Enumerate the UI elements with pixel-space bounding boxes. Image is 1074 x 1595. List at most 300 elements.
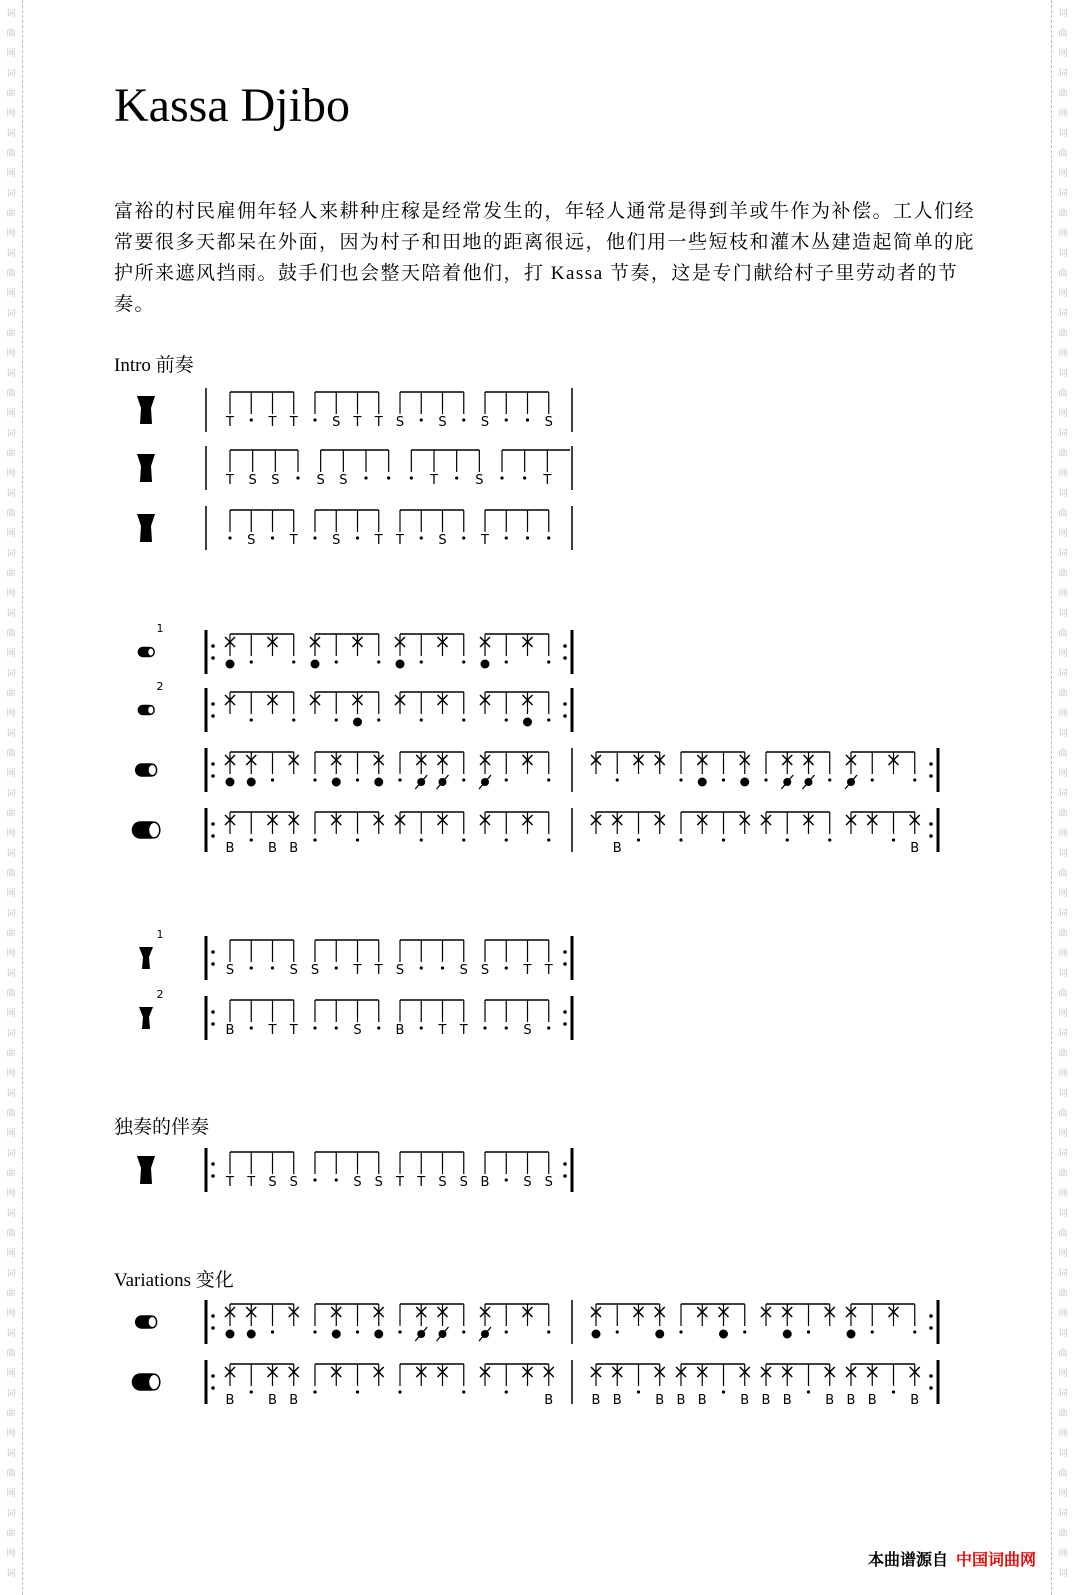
dundun-icon [138,705,155,715]
note-label: S [475,473,484,488]
open-stroke [523,718,532,727]
rest-dot [505,1330,508,1333]
rest-dot [296,476,299,479]
rest-dot [871,778,874,781]
djembe-icon [139,947,153,969]
note-label: S [438,533,447,548]
watermark-glyph: 网 [6,1368,16,1378]
rest-dot [913,1330,916,1333]
watermark-glyph: 词 [1058,1448,1068,1458]
repeat-dot [563,714,567,718]
rest-dot [250,418,253,421]
note-label: T [374,415,383,430]
note-label: S [523,1023,532,1038]
note-label: B [225,1393,235,1408]
note-label: T [430,473,438,488]
watermark-glyph: 网 [1058,288,1068,298]
djembe-icon [137,396,155,424]
watermark-glyph: 网 [6,468,16,478]
note-label: S [480,415,490,430]
watermark-glyph: 网 [6,1128,16,1138]
rest-dot [786,838,789,841]
watermark-glyph: 词 [6,1508,16,1518]
watermark-glyph: 词 [1058,1148,1068,1158]
note-label: T [226,415,234,430]
repeat-dot [563,1022,567,1026]
watermark-glyph: 网 [1058,1548,1068,1558]
watermark-glyph: 词 [6,128,16,138]
open-stroke [311,660,320,669]
watermark-glyph: 词 [1058,128,1068,138]
watermark-glyph: 曲 [6,28,16,38]
watermark-glyph: 网 [6,768,16,778]
repeat-dot [211,1386,215,1390]
section-intro-heading: Intro 前奏 [114,355,194,376]
rest-dot [505,536,508,539]
watermark-glyph: 网 [6,48,16,58]
repeat-dot [211,834,215,838]
note-label: T [247,1175,256,1190]
watermark-glyph: 词 [1058,608,1068,618]
watermark-glyph: 曲 [1058,1048,1068,1058]
rest-dot [313,536,316,539]
watermark-glyph: 曲 [6,328,16,338]
repeat-dot [563,1162,567,1166]
rest-dot [356,778,359,781]
watermark-glyph: 网 [1058,408,1068,418]
watermark-glyph: 词 [1058,1388,1068,1398]
rest-dot [377,718,380,721]
rest-dot [377,660,380,663]
watermark-glyph: 曲 [6,88,16,98]
rest-dot [616,778,619,781]
watermark-glyph: 网 [1058,1068,1068,1078]
rest-dot [335,1178,338,1181]
watermark-glyph: 网 [6,1308,16,1318]
watermark-glyph: 词 [6,488,16,498]
rest-dot [271,966,274,969]
rest-dot [462,418,465,421]
repeat-dot [211,774,215,778]
note-label: B [268,841,277,856]
watermark-glyph: 词 [6,428,16,438]
repeat-dot [929,822,933,826]
footer-site-link[interactable]: 中国词曲网 [955,1550,1036,1569]
note-label: T [459,1023,468,1038]
rest-dot [462,838,465,841]
watermark-glyph: 曲 [1058,508,1068,518]
djembe-icon [137,1156,155,1184]
note-label: S [271,473,280,488]
watermark-glyph: 词 [1058,548,1068,558]
watermark-glyph: 词 [6,248,16,258]
repeat-dot [211,1374,215,1378]
note-label: B [289,841,299,856]
watermark-glyph: 曲 [6,1468,16,1478]
note-label: T [417,1175,426,1190]
watermark-glyph: 曲 [1058,88,1068,98]
watermark-glyph: 词 [1058,908,1068,918]
rest-dot [722,838,725,841]
watermark-glyph: 网 [6,348,16,358]
rest-dot [356,1390,359,1393]
watermark-glyph: 词 [6,8,16,18]
watermark-glyph: 网 [1058,768,1068,778]
watermark-glyph: 网 [1058,228,1068,238]
rest-dot [420,660,423,663]
note-label: B [867,1393,877,1408]
open-stroke [247,1330,256,1339]
note-label: B [591,1393,601,1408]
repeat-dot [211,1010,215,1014]
watermark-glyph: 曲 [1058,448,1068,458]
open-stroke [353,718,362,727]
rest-dot [271,778,274,781]
watermark-glyph: 网 [1058,1308,1068,1318]
note-label: S [395,415,405,430]
note-label: B [612,1393,622,1408]
note-label: S [523,1175,532,1190]
watermark-glyph: 网 [6,168,16,178]
open-stroke [374,778,383,787]
watermark-glyph: 词 [6,368,16,378]
note-label: S [438,415,447,430]
mute-slash [415,775,427,789]
watermark-glyph: 网 [1058,1188,1068,1198]
watermark-glyph: 曲 [6,928,16,938]
watermark-glyph: 词 [6,1388,16,1398]
rest-dot [250,718,253,721]
watermark-glyph: 词 [1058,488,1068,498]
watermark-glyph: 网 [1058,1428,1068,1438]
watermark-glyph: 曲 [1058,1348,1068,1358]
note-label: B [740,1393,750,1408]
watermark-glyph: 曲 [1058,1468,1068,1478]
rest-dot [313,778,316,781]
note-label: B [225,1023,235,1038]
watermark-glyph: 网 [6,528,16,538]
repeat-dot [929,1326,933,1330]
watermark-glyph: 曲 [6,808,16,818]
instrument-number: 2 [156,988,164,1001]
open-stroke [740,778,749,787]
rest-dot [356,536,359,539]
watermark-glyph: 曲 [6,268,16,278]
rest-dot [356,1330,359,1333]
mute-slash [781,775,793,789]
note-label: B [612,841,622,856]
dundun-icon [135,763,157,777]
watermark-glyph: 网 [6,1068,16,1078]
rest-dot [313,418,316,421]
watermark-glyph: 曲 [6,988,16,998]
watermark-glyph: 曲 [6,1108,16,1118]
watermark-glyph: 词 [6,188,16,198]
repeat-dot [211,962,215,966]
watermark-glyph: 词 [1058,368,1068,378]
watermark-glyph: 网 [1058,1368,1068,1378]
watermark-glyph: 网 [6,288,16,298]
rest-dot [505,660,508,663]
note-label: B [910,1393,920,1408]
rest-dot [892,1390,895,1393]
rest-dot [505,418,508,421]
note-label: T [289,415,298,430]
footer-label: 本曲谱源自 [867,1550,948,1569]
repeat-dot [211,1022,215,1026]
watermark-glyph: 曲 [6,1048,16,1058]
watermark-glyph: 词 [1058,848,1068,858]
open-stroke [698,778,707,787]
note-label: S [289,1175,298,1190]
watermark-glyph: 网 [1058,528,1068,538]
watermark-glyph: 网 [6,1188,16,1198]
rest-dot [807,1390,810,1393]
rest-dot [271,536,274,539]
watermark-glyph: 网 [1058,888,1068,898]
note-label: T [226,473,234,488]
watermark-glyph: 网 [1058,588,1068,598]
djembe-icon [139,1007,153,1029]
note-label: B [782,1393,792,1408]
open-stroke [226,778,235,787]
instrument-number: 1 [156,622,164,635]
watermark-glyph: 词 [6,1268,16,1278]
rest-dot [547,1026,550,1029]
rest-dot [637,838,640,841]
note-label: T [226,1175,234,1190]
rest-dot [547,838,550,841]
watermark-glyph: 网 [1058,1488,1068,1498]
watermark-glyph: 网 [6,1488,16,1498]
repeat-dot [211,1162,215,1166]
rest-dot [483,1026,486,1029]
rest-dot [679,1330,682,1333]
rest-dot [292,660,295,663]
rest-dot [505,778,508,781]
note-label: S [289,963,298,978]
watermark-glyph: 网 [6,888,16,898]
note-label: S [353,1175,362,1190]
watermark-glyph: 词 [6,968,16,978]
rest-dot [523,476,526,479]
watermark-glyph: 曲 [1058,1108,1068,1118]
note-label: T [289,1023,298,1038]
watermark-glyph: 曲 [6,1168,16,1178]
repeat-dot [563,702,567,706]
repeat-dot [563,644,567,648]
rest-dot [313,838,316,841]
watermark-glyph: 词 [6,1028,16,1038]
rest-dot [420,418,423,421]
repeat-dot [211,1326,215,1330]
rest-dot [547,536,550,539]
rest-dot [722,778,725,781]
open-stroke [655,1330,664,1339]
watermark-glyph: 曲 [1058,208,1068,218]
open-stroke [226,660,235,669]
watermark-glyph: 网 [1058,468,1068,478]
note-label: B [761,1393,771,1408]
rest-dot [420,838,423,841]
watermark-glyph: 词 [1058,248,1068,258]
watermark-glyph: 曲 [1058,868,1068,878]
rest-dot [892,838,895,841]
rest-dot [828,838,831,841]
watermark-glyph: 词 [1058,428,1068,438]
instrument-number: 1 [156,928,164,941]
repeat-dot [211,644,215,648]
rest-dot [313,1390,316,1393]
rest-dot [462,778,465,781]
djembe-icon [137,454,155,482]
watermark-glyph: 曲 [1058,28,1068,38]
watermark-glyph: 词 [6,1208,16,1218]
watermark-glyph: 网 [6,648,16,658]
watermark-glyph: 曲 [1058,1528,1068,1538]
rest-dot [871,1330,874,1333]
dundun-icon [135,1315,157,1329]
repeat-dot [211,1174,215,1178]
note-label: B [697,1393,707,1408]
open-stroke [592,1330,601,1339]
watermark-glyph: 词 [1058,1328,1068,1338]
watermark-glyph: 曲 [6,568,16,578]
watermark-glyph: 网 [1058,108,1068,118]
note-label: B [268,1393,277,1408]
watermark-glyph: 曲 [1058,1408,1068,1418]
watermark-glyph: 曲 [1058,1228,1068,1238]
note-label: B [655,1393,665,1408]
rest-dot [292,718,295,721]
watermark-glyph: 曲 [6,388,16,398]
rest-dot [547,778,550,781]
watermark-glyph: 网 [1058,708,1068,718]
note-label: T [289,533,298,548]
watermark-glyph: 词 [1058,968,1068,978]
watermark-glyph: 词 [6,728,16,738]
repeat-dot [211,822,215,826]
note-label: B [910,841,920,856]
rest-dot [743,1330,746,1333]
watermark-glyph: 曲 [6,688,16,698]
rest-dot [547,660,550,663]
repeat-dot [929,834,933,838]
open-stroke [247,778,256,787]
note-label: T [268,415,277,430]
repeat-dot [929,774,933,778]
rest-dot [679,778,682,781]
intro-paragraph: 富裕的村民雇佣年轻人来耕种庄稼是经常发生的，年轻人通常是得到羊或牛作为补偿。工人们经常要很多天都呆在外面，因为村子和田地的距离很远，他们用一些短枝和灌木丛建造起简单的庇护所来遮风挡雨。鼓手们也会整天陪着他们，打 Kassa 节奏，这是专门献给村子里劳动者的节奏。 [114,201,976,315]
rest-dot [377,1026,380,1029]
rest-dot [505,1178,508,1181]
note-label: T [396,1175,404,1190]
watermark-glyph: 词 [6,608,16,618]
watermark-glyph: 曲 [6,748,16,758]
watermark-glyph: 网 [6,408,16,418]
watermark-glyph: 词 [6,548,16,558]
watermark-glyph: 词 [1058,308,1068,318]
watermark-glyph: 网 [6,228,16,238]
rest-dot [313,1026,316,1029]
note-label: S [268,1175,277,1190]
note-label: S [225,963,235,978]
note-label: T [396,533,404,548]
watermark-glyph: 网 [1058,48,1068,58]
note-label: B [480,1175,490,1190]
note-label: S [353,1023,362,1038]
watermark-glyph: 网 [1058,1248,1068,1258]
watermark-glyph: 曲 [6,208,16,218]
watermark-glyph: 网 [6,828,16,838]
watermark-glyph: 网 [1058,1008,1068,1018]
note-label: S [544,1175,553,1190]
rest-dot [505,1026,508,1029]
rest-dot [616,1330,619,1333]
mute-slash [437,1327,449,1341]
rest-dot [356,838,359,841]
rest-dot [526,536,529,539]
note-label: T [374,533,383,548]
note-label: S [310,963,320,978]
watermark-glyph: 曲 [1058,928,1068,938]
watermark-glyph: 曲 [1058,268,1068,278]
rest-dot [250,1390,253,1393]
watermark-glyph: 网 [6,108,16,118]
watermark-glyph: 网 [1058,1128,1068,1138]
watermark-glyph: 曲 [1058,148,1068,158]
rest-dot [637,1390,640,1393]
rest-dot [335,966,338,969]
rest-dot [505,1390,508,1393]
watermark-glyph: 词 [6,308,16,318]
watermark-glyph: 网 [1058,828,1068,838]
rest-dot [250,838,253,841]
rest-dot [420,536,423,539]
djembe-icon [137,514,155,542]
rest-dot [398,1330,401,1333]
watermark-glyph: 曲 [1058,748,1068,758]
rest-dot [250,1026,253,1029]
watermark-glyph: 词 [6,788,16,798]
watermark-glyph: 词 [1058,1568,1068,1578]
watermark-glyph: 曲 [1058,628,1068,638]
dundun-icon [132,821,161,839]
note-label: S [438,1175,447,1190]
rest-dot [764,778,767,781]
watermark-glyph: 曲 [1058,988,1068,998]
rest-dot [722,1390,725,1393]
watermark-glyph: 词 [1058,1088,1068,1098]
rest-dot [420,966,423,969]
source-footer [868,1547,1036,1570]
watermark-glyph: 曲 [6,1288,16,1298]
note-label: S [395,963,405,978]
repeat-dot [929,1386,933,1390]
note-label: S [332,533,341,548]
note-label: T [353,415,362,430]
watermark-glyph: 词 [1058,188,1068,198]
repeat-dot [563,1010,567,1014]
watermark-glyph: 词 [6,1148,16,1158]
rest-dot [410,476,413,479]
watermark-glyph: 词 [1058,68,1068,78]
rest-dot [462,660,465,663]
watermark-glyph: 网 [6,948,16,958]
dundun-icon [138,647,155,657]
mute-slash [803,775,815,789]
rest-dot [455,476,458,479]
